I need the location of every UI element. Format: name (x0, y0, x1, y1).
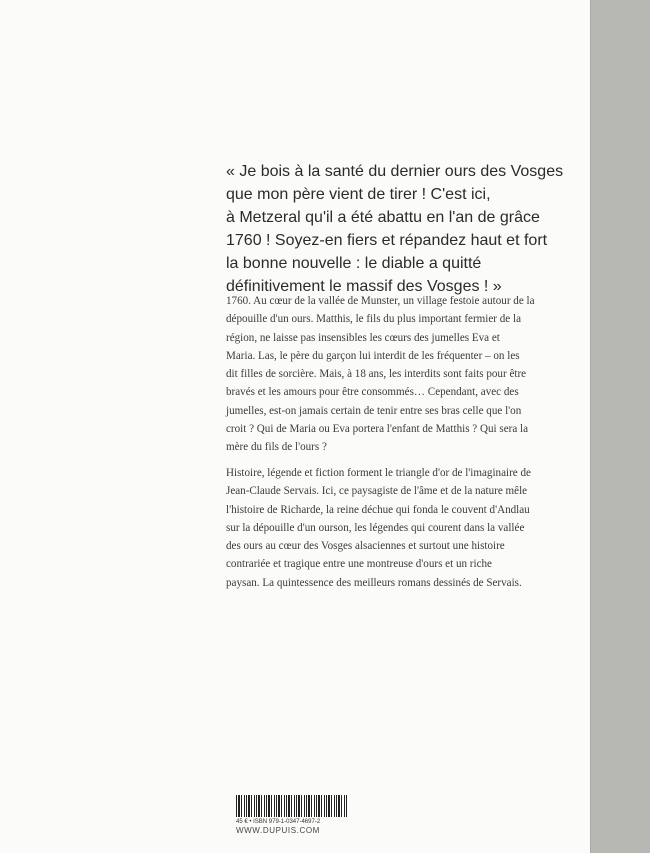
quote-line: définitivement le massif des Vosges ! » (226, 278, 502, 295)
author-line: contrariée et tragique entre une montreuse d'ours et un riche (226, 558, 492, 571)
author-line: Jean-Claude Servais. Ici, ce paysagiste de l'âme et de la nature mêle (226, 485, 528, 498)
synopsis-line: croit ? Qui de Maria ou Eva portera l'enfant de Matthis ? Qui sera la (226, 423, 529, 436)
author-paragraph (226, 464, 598, 592)
synopsis-line: dépouille d'un ours. Matthis, le fils du plus important fermier de la (226, 313, 522, 326)
author-line: l'histoire de Richarde, la reine déchue qui fonda le couvent d'Andlau (226, 503, 530, 516)
synopsis-line: 1760. Au cœur de la vallée de Munster, un village festoie autour de la (226, 295, 535, 307)
synopsis-line: jumelles, est-on jamais certain de tenir entre ses bras celle que l'on (226, 404, 522, 417)
quote-line: à Metzeral qu'il a été abattu en l'an de grâce (226, 209, 540, 226)
synopsis-paragraph (226, 292, 598, 457)
author-line: sur la dépouille d'un ourson, les légendes qui courent dans la vallée (226, 521, 525, 534)
pull-quote (226, 160, 564, 298)
quote-line: 1760 ! Soyez-en fiers et répandez haut et fort (226, 232, 548, 249)
synopsis-line: dit filles de sorcière. Mais, à 18 ans, les interdits sont faits pour être (226, 368, 527, 381)
quote-line: que mon père vient de tirer ! C'est ici, (226, 186, 491, 203)
quote-line: « Je bois à la santé du dernier ours des Vosges (226, 163, 564, 180)
barcode-icon (236, 795, 348, 817)
synopsis-line: mère du fils de l'ours ? (226, 441, 327, 454)
barcode-block (236, 795, 348, 836)
spine-edge (590, 0, 650, 853)
author-line: paysan. La quintessence des meilleurs romans dessinés de Servais. (226, 576, 522, 589)
synopsis-line: Maria. Las, le père du garçon lui interdit de les fréquenter – on les (226, 349, 520, 362)
synopsis-line: bravés et les amours pour être consommés… Cependant, avec des (226, 386, 519, 399)
isbn-price-text: 45 € • ISBN 979-1-0347-4697-2 (236, 819, 321, 825)
quote-line: la bonne nouvelle : le diable a quitté (226, 255, 482, 272)
synopsis-line: région, ne laisse pas insensibles les cœurs des jumelles Eva et (226, 331, 500, 344)
author-line: des ours au cœur des Vosges alsaciennes et surtout une histoire (226, 540, 505, 553)
publisher-website: WWW.DUPUIS.COM (236, 826, 320, 835)
author-line: Histoire, légende et fiction forment le triangle d'or de l'imaginaire de (226, 467, 531, 479)
